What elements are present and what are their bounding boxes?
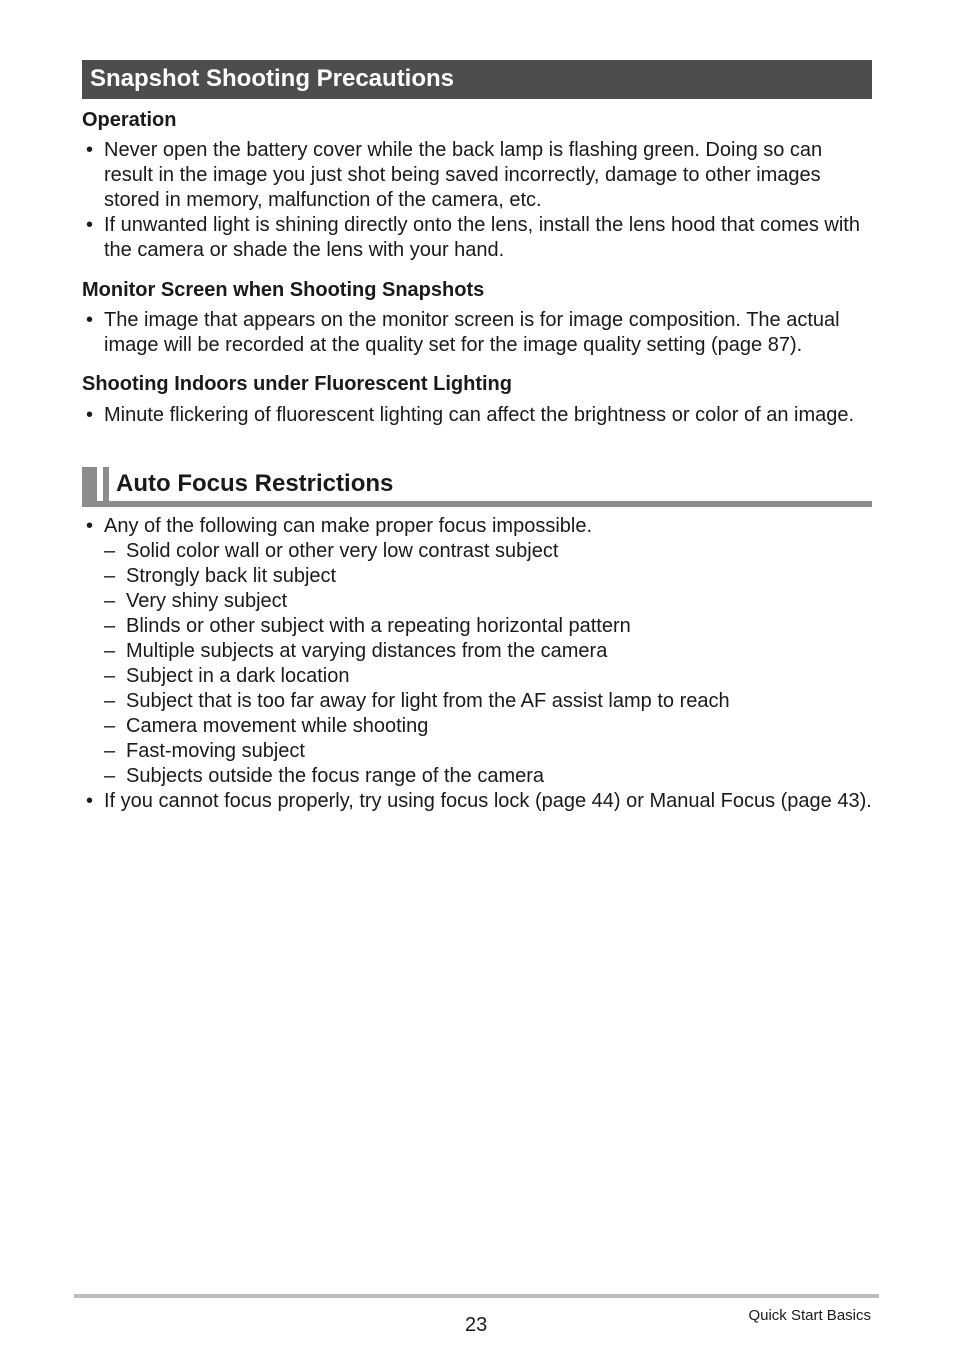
bullet-mark: •	[86, 404, 94, 426]
section-title: Snapshot Shooting Precautions	[90, 65, 455, 92]
heading-rule	[82, 501, 872, 507]
list-item-text: The image that appears on the monitor screen is for image composition. The actual image will be recorded at the quality set for the image quality setting (page 87).	[104, 309, 840, 356]
list-item	[82, 514, 872, 789]
autofocus-heading-block	[82, 467, 872, 507]
sublist-item	[104, 639, 872, 664]
dash-mark: –	[104, 740, 116, 762]
monitor-heading: Monitor Screen when Shooting Snapshots	[82, 279, 485, 301]
dash-mark: –	[104, 590, 116, 612]
fluorescent-heading: Shooting Indoors under Fluorescent Lighting	[82, 373, 512, 395]
sublist-item	[104, 764, 872, 789]
bullet-mark: •	[86, 214, 94, 236]
list-item	[82, 213, 872, 263]
sublist-item-text: Subject that is too far away for light from the AF assist lamp to reach	[126, 690, 730, 712]
list-item-text: Any of the following can make proper focus impossible.	[104, 515, 593, 537]
list-item-text: If unwanted light is shining directly onto the lens, install the lens hood that comes with the camera or shade the lens with your hand.	[104, 214, 860, 261]
dash-mark: –	[104, 665, 116, 687]
sublist-item	[104, 564, 872, 589]
sublist-item-text: Solid color wall or other very low contrast subject	[126, 540, 559, 562]
autofocus-sublist	[104, 539, 872, 789]
sublist-item	[104, 739, 872, 764]
footer-section-label: Quick Start Basics	[748, 1307, 871, 1324]
operation-list	[82, 138, 872, 263]
bullet-mark: •	[86, 139, 94, 161]
sublist-item	[104, 614, 872, 639]
bullet-mark: •	[86, 790, 94, 812]
footer-rule	[74, 1294, 879, 1298]
sublist-item-text: Strongly back lit subject	[126, 565, 337, 587]
heading-marker	[82, 467, 97, 501]
dash-mark: –	[104, 640, 116, 662]
sublist-item-text: Subjects outside the focus range of the camera	[126, 765, 545, 787]
sublist-item	[104, 689, 872, 714]
dash-mark: –	[104, 540, 116, 562]
monitor-list	[82, 308, 872, 358]
sublist-item	[104, 539, 872, 564]
sublist-item-text: Multiple subjects at varying distances from the camera	[126, 640, 608, 662]
list-item-text: Never open the battery cover while the back lamp is flashing green. Doing so can result in the image you just shot being saved incorrectly, damage to other images stored in memory, malfunction of the camera, etc.	[104, 139, 823, 211]
sublist-item-text: Very shiny subject	[126, 590, 288, 612]
dash-mark: –	[104, 715, 116, 737]
sublist-item	[104, 714, 872, 739]
fluorescent-list	[82, 403, 872, 428]
list-item-text: If you cannot focus properly, try using focus lock (page 44) or Manual Focus (page 43).	[104, 790, 872, 812]
dash-mark: –	[104, 565, 116, 587]
bullet-mark: •	[86, 515, 94, 537]
dash-mark: –	[104, 765, 116, 787]
autofocus-title: Auto Focus Restrictions	[116, 470, 394, 497]
sublist-item	[104, 664, 872, 689]
sublist-item-text: Blinds or other subject with a repeating horizontal pattern	[126, 615, 631, 637]
dash-mark: –	[104, 615, 116, 637]
list-item	[82, 403, 872, 428]
autofocus-list	[82, 514, 872, 814]
list-item	[82, 138, 872, 213]
section-banner	[82, 60, 872, 99]
list-item	[82, 308, 872, 358]
sublist-item	[104, 589, 872, 614]
page-number: 23	[465, 1314, 488, 1336]
sublist-item-text: Subject in a dark location	[126, 665, 350, 687]
list-item	[82, 789, 872, 814]
list-item-text: Minute flickering of fluorescent lighting can affect the brightness or color of an image.	[104, 404, 855, 426]
operation-heading: Operation	[82, 109, 177, 131]
heading-marker	[103, 467, 109, 501]
sublist-item-text: Camera movement while shooting	[126, 715, 429, 737]
sublist-item-text: Fast-moving subject	[126, 740, 305, 762]
dash-mark: –	[104, 690, 116, 712]
bullet-mark: •	[86, 309, 94, 331]
